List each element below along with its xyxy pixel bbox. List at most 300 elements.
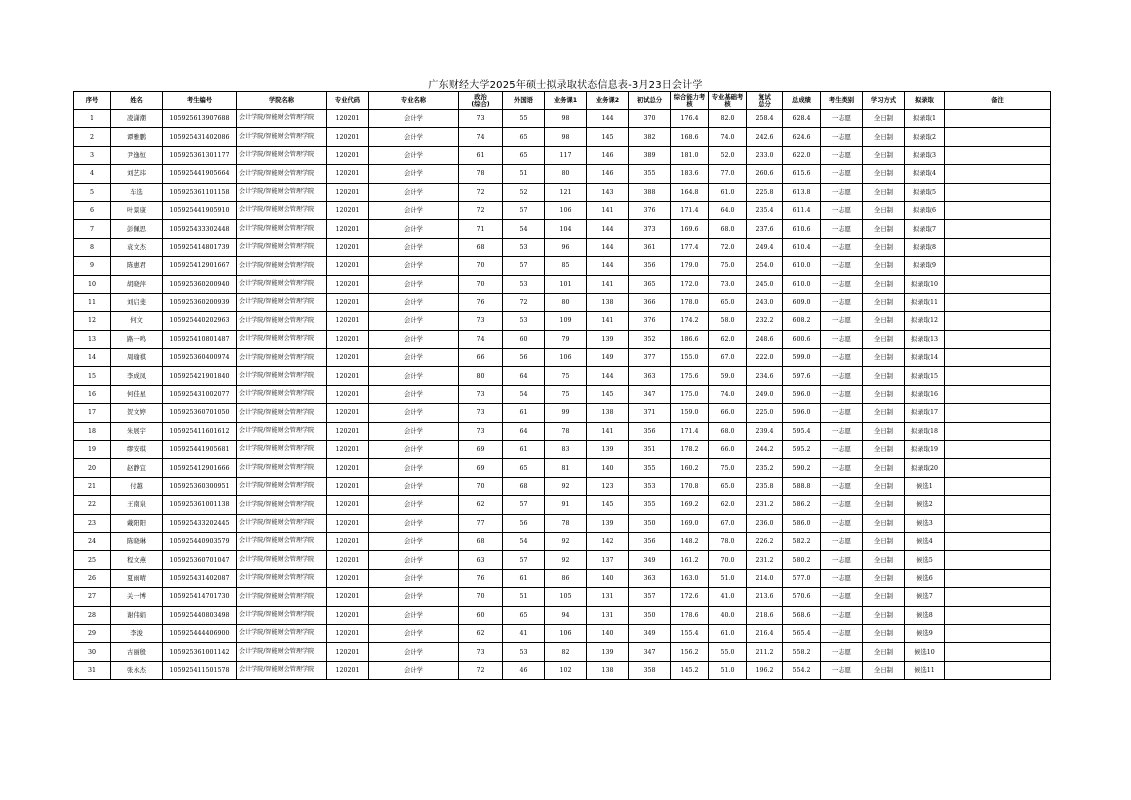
table-cell: 51 bbox=[503, 588, 545, 606]
table-row bbox=[74, 422, 1051, 440]
table-cell: 105925361001138 bbox=[163, 496, 237, 514]
table-cell: 140 bbox=[587, 459, 629, 477]
table-cell: 会计学 bbox=[369, 201, 459, 219]
table-cell: 候选2 bbox=[905, 496, 945, 514]
table-cell: 会计学院/智能财会管理学院 bbox=[237, 349, 327, 367]
table-cell: 10 bbox=[74, 275, 111, 293]
table-cell: 178.6 bbox=[671, 606, 709, 624]
table-cell: 137 bbox=[587, 551, 629, 569]
table-cell: 596.0 bbox=[783, 404, 821, 422]
column-header: 综合能力考核 bbox=[671, 92, 709, 110]
table-cell: 170.8 bbox=[671, 477, 709, 495]
table-cell: 91 bbox=[545, 496, 587, 514]
table-cell: 拟录取6 bbox=[905, 201, 945, 219]
table-cell: 尹逸恒 bbox=[111, 146, 163, 164]
table-cell: 66 bbox=[459, 349, 503, 367]
table-cell: 120201 bbox=[327, 238, 369, 256]
table-cell bbox=[945, 275, 1051, 293]
table-cell: 376 bbox=[629, 312, 671, 330]
table-row bbox=[74, 661, 1051, 679]
table-cell: 54 bbox=[503, 532, 545, 550]
table-cell: 会计学 bbox=[369, 606, 459, 624]
table-cell: 全日制 bbox=[863, 624, 905, 642]
table-cell: 69 bbox=[459, 459, 503, 477]
table-cell: 347 bbox=[629, 643, 671, 661]
table-cell: 144 bbox=[587, 110, 629, 128]
table-cell: 一志愿 bbox=[821, 624, 863, 642]
table-cell bbox=[945, 238, 1051, 256]
table-cell: 62.0 bbox=[709, 330, 747, 348]
table-cell: 候选11 bbox=[905, 661, 945, 679]
table-row bbox=[74, 606, 1051, 624]
table-cell: 会计学院/智能财会管理学院 bbox=[237, 257, 327, 275]
table-cell: 363 bbox=[629, 569, 671, 587]
table-cell: 105925361001142 bbox=[163, 643, 237, 661]
table-cell: 243.0 bbox=[747, 293, 783, 311]
table-cell: 370 bbox=[629, 110, 671, 128]
table-cell: 贺文婷 bbox=[111, 404, 163, 422]
table-cell: 65 bbox=[503, 128, 545, 146]
table-cell: 249.0 bbox=[747, 385, 783, 403]
table-cell: 65 bbox=[503, 146, 545, 164]
table-cell: 一志愿 bbox=[821, 588, 863, 606]
table-cell: 242.6 bbox=[747, 128, 783, 146]
table-cell: 一志愿 bbox=[821, 220, 863, 238]
table-cell: 148.2 bbox=[671, 532, 709, 550]
table-cell: 105925360300951 bbox=[163, 477, 237, 495]
table-cell: 61.0 bbox=[709, 183, 747, 201]
table-cell: 146 bbox=[587, 165, 629, 183]
table-row bbox=[74, 496, 1051, 514]
table-cell: 77 bbox=[459, 514, 503, 532]
table-cell: 彭佩思 bbox=[111, 220, 163, 238]
table-cell bbox=[945, 661, 1051, 679]
table-cell: 139 bbox=[587, 514, 629, 532]
table-cell: 张永杰 bbox=[111, 661, 163, 679]
column-header: 专业代码 bbox=[327, 92, 369, 110]
table-cell bbox=[945, 569, 1051, 587]
table-cell: 会计学 bbox=[369, 220, 459, 238]
table-cell: 会计学 bbox=[369, 624, 459, 642]
table-cell: 74 bbox=[459, 330, 503, 348]
table-cell: 拟录取9 bbox=[905, 257, 945, 275]
table-cell: 一志愿 bbox=[821, 514, 863, 532]
table-cell: 610.0 bbox=[783, 257, 821, 275]
table-cell: 104 bbox=[545, 220, 587, 238]
table-cell: 66.0 bbox=[709, 404, 747, 422]
table-cell: 拟录取12 bbox=[905, 312, 945, 330]
table-cell: 会计学院/智能财会管理学院 bbox=[237, 404, 327, 422]
table-cell: 160.2 bbox=[671, 459, 709, 477]
table-cell: 163.0 bbox=[671, 569, 709, 587]
table-cell: 105925441905681 bbox=[163, 441, 237, 459]
table-cell: 120201 bbox=[327, 588, 369, 606]
table-cell: 105925431402087 bbox=[163, 569, 237, 587]
table-cell: 174.2 bbox=[671, 312, 709, 330]
table-cell: 30 bbox=[74, 643, 111, 661]
table-cell: 225.0 bbox=[747, 404, 783, 422]
table-cell: 会计学院/智能财会管理学院 bbox=[237, 146, 327, 164]
table-cell: 120201 bbox=[327, 183, 369, 201]
table-row bbox=[74, 441, 1051, 459]
table-cell: 609.0 bbox=[783, 293, 821, 311]
table-cell: 231.2 bbox=[747, 496, 783, 514]
table-cell bbox=[945, 514, 1051, 532]
table-cell: 拟录取4 bbox=[905, 165, 945, 183]
table-row bbox=[74, 257, 1051, 275]
table-cell: 60 bbox=[459, 606, 503, 624]
table-cell: 拟录取17 bbox=[905, 404, 945, 422]
table-cell: 候选6 bbox=[905, 569, 945, 587]
table-row bbox=[74, 624, 1051, 642]
table-cell: 120201 bbox=[327, 330, 369, 348]
table-cell: 64 bbox=[503, 422, 545, 440]
table-cell: 213.6 bbox=[747, 588, 783, 606]
table-cell: 596.0 bbox=[783, 385, 821, 403]
table-cell: 全日制 bbox=[863, 385, 905, 403]
table-cell: 141 bbox=[587, 201, 629, 219]
table-cell: 355 bbox=[629, 165, 671, 183]
table-cell: 57 bbox=[503, 496, 545, 514]
table-cell: 全日制 bbox=[863, 441, 905, 459]
table-cell: 105925441905664 bbox=[163, 165, 237, 183]
table-cell: 149 bbox=[587, 349, 629, 367]
table-cell: 会计学院/智能财会管理学院 bbox=[237, 220, 327, 238]
table-cell: 29 bbox=[74, 624, 111, 642]
table-cell: 全日制 bbox=[863, 532, 905, 550]
table-cell: 1 bbox=[74, 110, 111, 128]
table-cell: 355 bbox=[629, 459, 671, 477]
table-cell: 候选4 bbox=[905, 532, 945, 550]
table-cell: 全日制 bbox=[863, 588, 905, 606]
table-cell: 186.6 bbox=[671, 330, 709, 348]
table-cell: 98 bbox=[545, 128, 587, 146]
table-cell: 123 bbox=[587, 477, 629, 495]
table-cell: 全日制 bbox=[863, 514, 905, 532]
table-cell: 211.2 bbox=[747, 643, 783, 661]
table-cell: 赵静宜 bbox=[111, 459, 163, 477]
table-cell: 105925431402086 bbox=[163, 128, 237, 146]
table-cell: 176.4 bbox=[671, 110, 709, 128]
table-cell: 610.6 bbox=[783, 220, 821, 238]
table-cell: 249.4 bbox=[747, 238, 783, 256]
table-cell bbox=[945, 551, 1051, 569]
table-cell: 12 bbox=[74, 312, 111, 330]
table-cell: 候选10 bbox=[905, 643, 945, 661]
table-cell: 谭雅鹏 bbox=[111, 128, 163, 146]
table-cell: 105925360701047 bbox=[163, 551, 237, 569]
table-cell: 171.4 bbox=[671, 422, 709, 440]
table-cell: 373 bbox=[629, 220, 671, 238]
table-cell: 98 bbox=[545, 110, 587, 128]
column-header: 学院名称 bbox=[237, 92, 327, 110]
table-cell: 全日制 bbox=[863, 477, 905, 495]
table-cell: 258.4 bbox=[747, 110, 783, 128]
table-cell: 237.6 bbox=[747, 220, 783, 238]
table-cell: 239.4 bbox=[747, 422, 783, 440]
table-cell: 622.0 bbox=[783, 146, 821, 164]
table-cell: 夏雨晴 bbox=[111, 569, 163, 587]
table-cell: 会计学 bbox=[369, 275, 459, 293]
table-cell bbox=[945, 128, 1051, 146]
table-cell: 会计学 bbox=[369, 643, 459, 661]
table-cell: 会计学院/智能财会管理学院 bbox=[237, 643, 327, 661]
table-cell: 244.2 bbox=[747, 441, 783, 459]
table-cell: 105925412901666 bbox=[163, 459, 237, 477]
table-cell: 169.2 bbox=[671, 496, 709, 514]
table-cell: 144 bbox=[587, 238, 629, 256]
table-cell: 凌潇潮 bbox=[111, 110, 163, 128]
column-header: 政治 (综合) bbox=[459, 92, 503, 110]
table-cell: 580.2 bbox=[783, 551, 821, 569]
table-cell: 120201 bbox=[327, 349, 369, 367]
table-cell: 全日制 bbox=[863, 201, 905, 219]
table-cell: 178.2 bbox=[671, 441, 709, 459]
table-cell: 226.2 bbox=[747, 532, 783, 550]
table-cell: 225.8 bbox=[747, 183, 783, 201]
table-cell: 全日制 bbox=[863, 257, 905, 275]
table-cell: 会计学 bbox=[369, 569, 459, 587]
table-row bbox=[74, 165, 1051, 183]
table-cell: 73 bbox=[459, 404, 503, 422]
table-cell: 171.4 bbox=[671, 201, 709, 219]
table-cell: 99 bbox=[545, 404, 587, 422]
table-cell: 会计学 bbox=[369, 238, 459, 256]
table-cell: 156.2 bbox=[671, 643, 709, 661]
table-cell: 程文燕 bbox=[111, 551, 163, 569]
table-cell: 120201 bbox=[327, 532, 369, 550]
table-row bbox=[74, 367, 1051, 385]
table-cell: 120201 bbox=[327, 477, 369, 495]
table-cell: 181.0 bbox=[671, 146, 709, 164]
table-cell: 52 bbox=[503, 183, 545, 201]
table-cell: 75 bbox=[545, 367, 587, 385]
table-cell bbox=[945, 220, 1051, 238]
table-cell: 何文 bbox=[111, 312, 163, 330]
table-cell: 595.2 bbox=[783, 441, 821, 459]
table-cell: 608.2 bbox=[783, 312, 821, 330]
table-cell: 54 bbox=[503, 385, 545, 403]
table-cell: 169.0 bbox=[671, 514, 709, 532]
table-cell: 73 bbox=[459, 110, 503, 128]
table-cell: 70 bbox=[459, 275, 503, 293]
table-cell: 55.0 bbox=[709, 643, 747, 661]
table-cell: 138 bbox=[587, 661, 629, 679]
table-cell: 389 bbox=[629, 146, 671, 164]
table-row bbox=[74, 238, 1051, 256]
table-cell: 拟录取2 bbox=[905, 128, 945, 146]
table-cell: 关一博 bbox=[111, 588, 163, 606]
table-row bbox=[74, 459, 1051, 477]
table-cell: 51.0 bbox=[709, 569, 747, 587]
table-cell: 61.0 bbox=[709, 624, 747, 642]
table-cell: 会计学 bbox=[369, 532, 459, 550]
table-cell: 一志愿 bbox=[821, 606, 863, 624]
table-cell: 拟录取11 bbox=[905, 293, 945, 311]
table-cell: 全日制 bbox=[863, 422, 905, 440]
table-cell: 615.6 bbox=[783, 165, 821, 183]
table-cell: 会计学 bbox=[369, 422, 459, 440]
table-cell: 120201 bbox=[327, 661, 369, 679]
table-cell: 131 bbox=[587, 606, 629, 624]
table-cell: 377 bbox=[629, 349, 671, 367]
table-cell: 80 bbox=[459, 367, 503, 385]
table-cell: 28 bbox=[74, 606, 111, 624]
table-cell: 92 bbox=[545, 532, 587, 550]
table-cell: 68.0 bbox=[709, 422, 747, 440]
table-cell: 102 bbox=[545, 661, 587, 679]
column-header: 外国语 bbox=[503, 92, 545, 110]
table-cell: 周瑜祺 bbox=[111, 349, 163, 367]
table-cell: 138 bbox=[587, 293, 629, 311]
table-cell: 139 bbox=[587, 441, 629, 459]
table-cell: 85 bbox=[545, 257, 587, 275]
table-cell: 214.0 bbox=[747, 569, 783, 587]
table-cell: 120201 bbox=[327, 514, 369, 532]
table-cell: 会计学 bbox=[369, 293, 459, 311]
table-cell: 会计学院/智能财会管理学院 bbox=[237, 441, 327, 459]
table-cell: 155.4 bbox=[671, 624, 709, 642]
table-cell: 一志愿 bbox=[821, 183, 863, 201]
table-cell: 245.0 bbox=[747, 275, 783, 293]
table-cell: 105925613907688 bbox=[163, 110, 237, 128]
table-cell: 139 bbox=[587, 330, 629, 348]
table-cell: 196.2 bbox=[747, 661, 783, 679]
table-cell: 577.0 bbox=[783, 569, 821, 587]
table-cell: 会计学院/智能财会管理学院 bbox=[237, 422, 327, 440]
table-cell: 120201 bbox=[327, 275, 369, 293]
table-cell bbox=[945, 606, 1051, 624]
table-cell: 63 bbox=[459, 551, 503, 569]
table-cell: 73 bbox=[459, 422, 503, 440]
table-cell: 353 bbox=[629, 477, 671, 495]
table-cell: 172.6 bbox=[671, 588, 709, 606]
table-cell: 拟录取7 bbox=[905, 220, 945, 238]
table-cell: 41 bbox=[503, 624, 545, 642]
table-cell: 拟录取5 bbox=[905, 183, 945, 201]
table-cell: 590.2 bbox=[783, 459, 821, 477]
table-cell bbox=[945, 643, 1051, 661]
table-cell: 57 bbox=[503, 201, 545, 219]
table-cell: 70 bbox=[459, 588, 503, 606]
table-cell: 624.6 bbox=[783, 128, 821, 146]
table-cell: 73 bbox=[459, 312, 503, 330]
table-cell: 164.8 bbox=[671, 183, 709, 201]
table-cell: 554.2 bbox=[783, 661, 821, 679]
table-cell: 70 bbox=[459, 477, 503, 495]
table-cell: 缪安琪 bbox=[111, 441, 163, 459]
table-cell: 61 bbox=[503, 404, 545, 422]
table-cell: 68 bbox=[503, 477, 545, 495]
table-cell: 一志愿 bbox=[821, 257, 863, 275]
table-cell bbox=[945, 385, 1051, 403]
table-cell: 一志愿 bbox=[821, 385, 863, 403]
table-cell: 356 bbox=[629, 532, 671, 550]
table-cell: 105925360200940 bbox=[163, 275, 237, 293]
table-cell: 356 bbox=[629, 422, 671, 440]
table-cell: 11 bbox=[74, 293, 111, 311]
table-cell: 会计学院/智能财会管理学院 bbox=[237, 128, 327, 146]
table-cell: 155.0 bbox=[671, 349, 709, 367]
table-cell: 120201 bbox=[327, 385, 369, 403]
admission-table bbox=[73, 91, 1051, 680]
table-cell bbox=[945, 459, 1051, 477]
table-cell bbox=[945, 496, 1051, 514]
table-cell: 233.0 bbox=[747, 146, 783, 164]
table-cell: 611.4 bbox=[783, 201, 821, 219]
table-cell: 全日制 bbox=[863, 606, 905, 624]
table-cell: 568.6 bbox=[783, 606, 821, 624]
table-cell: 64.0 bbox=[709, 201, 747, 219]
table-row bbox=[74, 477, 1051, 495]
table-cell: 会计学 bbox=[369, 477, 459, 495]
table-cell bbox=[945, 165, 1051, 183]
table-cell: 145 bbox=[587, 496, 629, 514]
column-header: 专业名称 bbox=[369, 92, 459, 110]
table-cell: 会计学院/智能财会管理学院 bbox=[237, 293, 327, 311]
table-cell: 565.4 bbox=[783, 624, 821, 642]
table-cell: 会计学 bbox=[369, 330, 459, 348]
table-cell: 一志愿 bbox=[821, 551, 863, 569]
table-cell bbox=[945, 588, 1051, 606]
table-cell: 105925433302448 bbox=[163, 220, 237, 238]
table-row bbox=[74, 404, 1051, 422]
table-cell: 会计学院/智能财会管理学院 bbox=[237, 367, 327, 385]
table-cell: 78 bbox=[545, 422, 587, 440]
table-body bbox=[74, 110, 1051, 680]
table-cell: 366 bbox=[629, 293, 671, 311]
table-cell: 会计学院/智能财会管理学院 bbox=[237, 477, 327, 495]
table-cell: 105925414701730 bbox=[163, 588, 237, 606]
table-cell: 232.2 bbox=[747, 312, 783, 330]
table-cell: 全日制 bbox=[863, 643, 905, 661]
table-cell: 141 bbox=[587, 312, 629, 330]
table-cell: 27 bbox=[74, 588, 111, 606]
table-cell: 558.2 bbox=[783, 643, 821, 661]
table-cell: 64 bbox=[503, 367, 545, 385]
table-cell: 145 bbox=[587, 385, 629, 403]
table-cell: 72 bbox=[459, 201, 503, 219]
table-cell: 何佳星 bbox=[111, 385, 163, 403]
table-cell: 40.0 bbox=[709, 606, 747, 624]
table-cell: 72 bbox=[459, 661, 503, 679]
table-cell: 一志愿 bbox=[821, 477, 863, 495]
table-cell: 陈晓琳 bbox=[111, 532, 163, 550]
table-cell: 371 bbox=[629, 404, 671, 422]
table-cell: 358 bbox=[629, 661, 671, 679]
table-cell: 351 bbox=[629, 441, 671, 459]
table-row bbox=[74, 330, 1051, 348]
table-cell: 54 bbox=[503, 220, 545, 238]
table-cell: 178.0 bbox=[671, 293, 709, 311]
table-cell: 76 bbox=[459, 569, 503, 587]
table-cell: 56 bbox=[503, 349, 545, 367]
table-cell: 57 bbox=[503, 551, 545, 569]
table-cell: 会计学院/智能财会管理学院 bbox=[237, 532, 327, 550]
table-cell: 66.0 bbox=[709, 441, 747, 459]
table-cell: 235.4 bbox=[747, 201, 783, 219]
table-cell: 61 bbox=[459, 146, 503, 164]
table-cell: 会计学 bbox=[369, 459, 459, 477]
table-cell: 77.0 bbox=[709, 165, 747, 183]
table-cell: 拟录取1 bbox=[905, 110, 945, 128]
table-cell: 一志愿 bbox=[821, 496, 863, 514]
table-cell: 一志愿 bbox=[821, 422, 863, 440]
table-cell: 一志愿 bbox=[821, 128, 863, 146]
table-cell: 20 bbox=[74, 459, 111, 477]
table-cell: 会计学 bbox=[369, 588, 459, 606]
table-cell: 78 bbox=[459, 165, 503, 183]
